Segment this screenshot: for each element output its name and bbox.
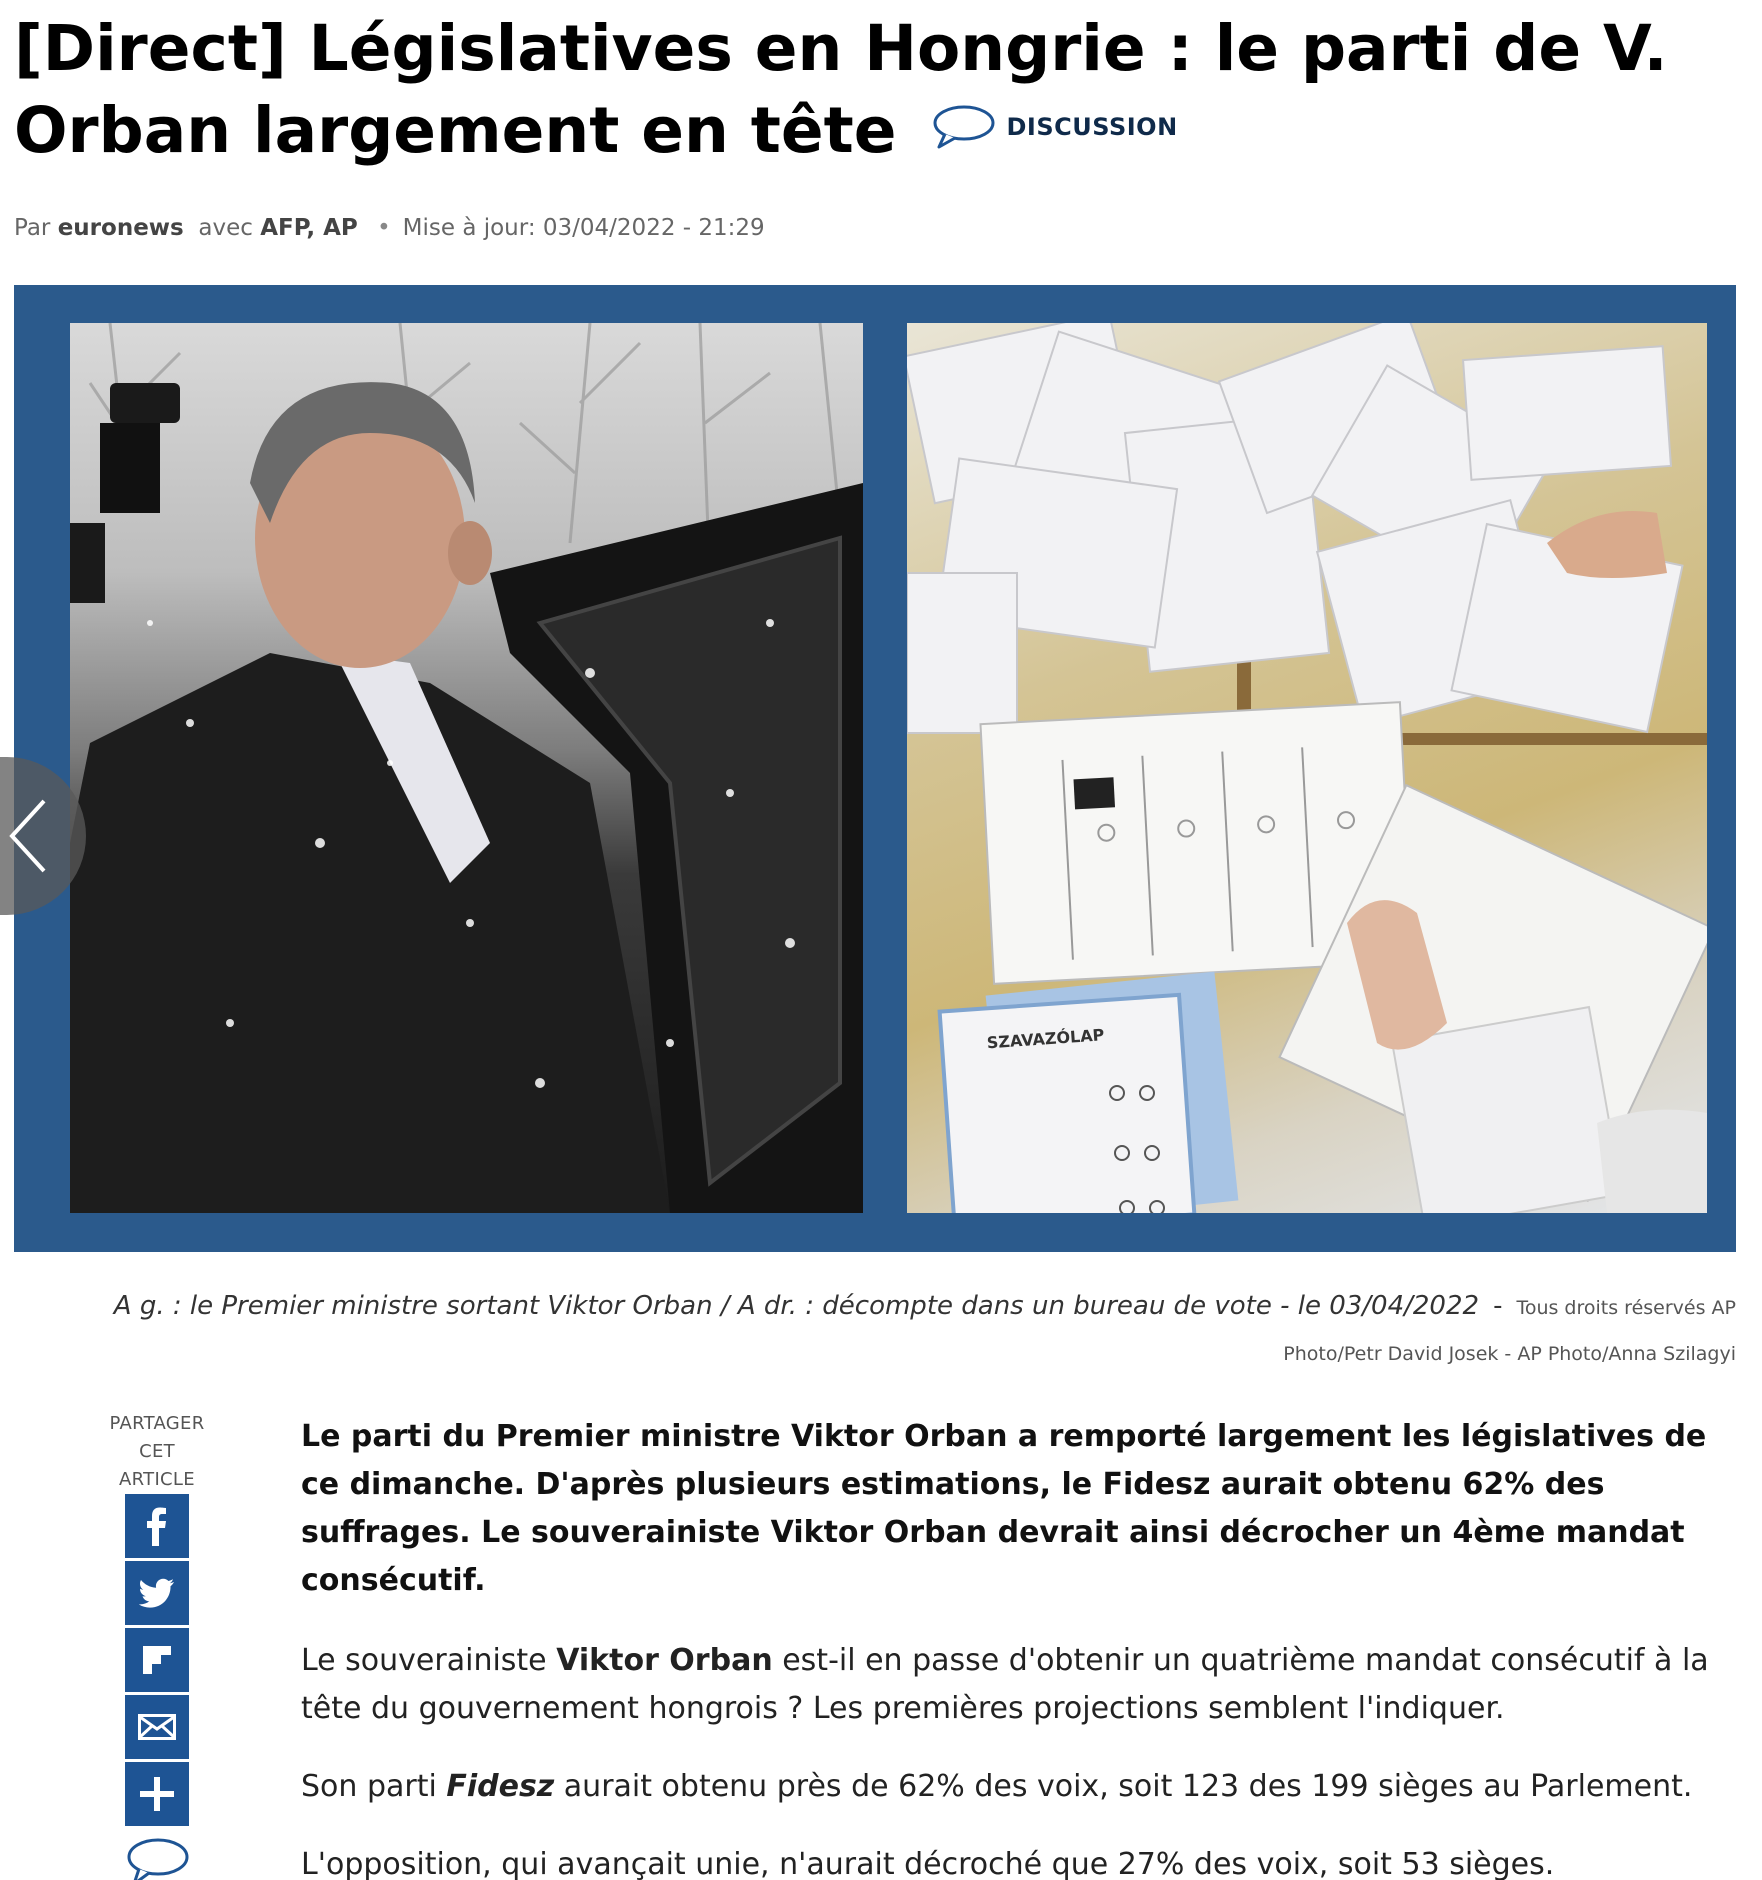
article-title: [Direct] Législatives en Hongrie : le parti de V. Orban largement en tête [14, 12, 1668, 167]
photo-caption [84, 1284, 1736, 1376]
plus-icon [140, 1777, 174, 1811]
byline-updated-value: 03/04/2022 - 21:29 [542, 215, 765, 241]
article-paragraph-3: L'opposition, qui avançait unie, n'aurait décroché que 27% des voix, soit 53 sièges. [301, 1847, 1555, 1880]
article-paragraph-1 [301, 1637, 1721, 1733]
article-photo[interactable] [14, 285, 1736, 1252]
article-paragraph-2 [301, 1763, 1721, 1811]
byline-agencies: AFP, AP [260, 215, 358, 241]
comment-bubble-icon [125, 1836, 189, 1880]
article-body [301, 1413, 1721, 1880]
share-label-line1: PARTAGER [109, 1413, 205, 1434]
share-bar [104, 1410, 210, 1880]
orban-illustration [70, 323, 863, 1213]
caption-dash: - [1493, 1291, 1503, 1321]
byline-author[interactable]: euronews [57, 215, 184, 241]
byline-with-label: avec [198, 215, 253, 241]
gallery-prev-button[interactable] [0, 757, 86, 915]
comment-bubble-icon [931, 103, 995, 151]
share-email-button[interactable] [125, 1695, 189, 1759]
share-twitter-button[interactable] [125, 1561, 189, 1625]
ballot-illustration [907, 323, 1707, 1213]
p2-after: aurait obtenu près de 62% des voix, soit 123 des 199 sièges au Parlement. [554, 1769, 1693, 1804]
p1-name-link[interactable]: Viktor Orban [556, 1643, 773, 1678]
share-more-button[interactable] [125, 1762, 189, 1826]
photo-orban [70, 323, 863, 1213]
p1-before: Le souverainiste [301, 1643, 557, 1678]
p1-after: est-il en passe d'obtenir un quatrième mandat consécutif à la tête du gouvernement hongrois ? Les premières projections semblent l'indiquer. [301, 1643, 1709, 1726]
article-headline [14, 8, 1734, 172]
photo-ballot-count [907, 323, 1707, 1213]
email-icon [138, 1714, 176, 1740]
chevron-left-icon [0, 757, 86, 915]
photo-caption-text: A g. : le Premier ministre sortant Viktor Orban / A dr. : décompte dans un bureau de vote - le 03/04/2022 [113, 1291, 1480, 1321]
facebook-icon [139, 1506, 175, 1546]
byline-updated-label: Mise à jour: [402, 215, 536, 241]
p2-before: Son parti [301, 1769, 447, 1804]
byline-separator: • [377, 215, 391, 241]
twitter-icon [139, 1578, 175, 1608]
discussion-link[interactable] [931, 103, 1178, 151]
discussion-label: DISCUSSION [1006, 112, 1178, 141]
article-lead: Le parti du Premier ministre Viktor Orban a remporté largement les législatives de ce dimanche. D'après plusieurs estimations, le Fidesz aurait obtenu 62% des suffrages. Le souverainiste Viktor Orban devrait ainsi décrocher un 4ème mandat consécutif. [301, 1419, 1707, 1598]
p2-party: Fidesz [446, 1769, 555, 1804]
ballot-header: SZAVAZÓLAP [986, 1025, 1105, 1053]
byline [14, 212, 765, 244]
flipboard-icon [143, 1646, 171, 1674]
share-flipboard-button[interactable] [125, 1628, 189, 1692]
photo-credit: Tous droits réservés AP Photo/Petr David Josek - AP Photo/Anna Szilagyi [1283, 1297, 1736, 1365]
byline-prefix: Par [14, 215, 51, 241]
share-facebook-button[interactable] [125, 1494, 189, 1558]
share-label-line2: CET ARTICLE [119, 1441, 195, 1490]
share-comment-button[interactable] [125, 1836, 189, 1880]
